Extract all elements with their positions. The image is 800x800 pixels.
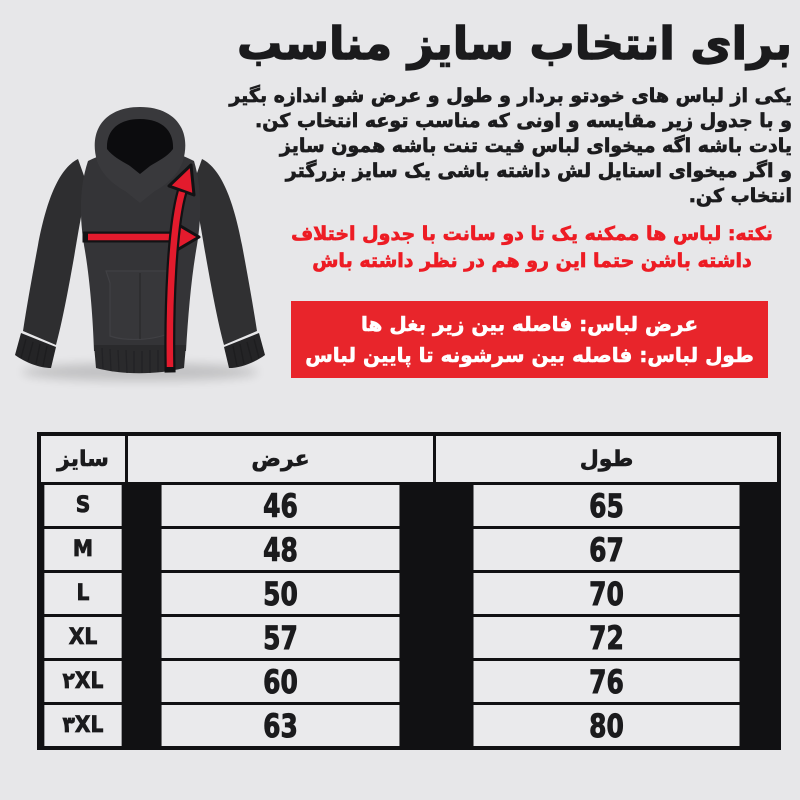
intro-line: یادت باشه اگه میخوای لباس فیت تنت باشه همون سایز xyxy=(279,135,792,157)
size-cell: M xyxy=(44,529,121,570)
hoodie-image xyxy=(0,95,290,405)
width-cell: 50 xyxy=(162,573,400,614)
length-cell: 80 xyxy=(474,705,740,746)
size-cell: L xyxy=(44,573,121,614)
hoodie-pocket xyxy=(106,271,174,339)
width-cell: 57 xyxy=(162,617,400,658)
hoodie-left-sleeve xyxy=(15,159,88,368)
col-header-size: سایز xyxy=(41,436,125,482)
hoodie-illustration xyxy=(0,95,290,405)
length-cell: 76 xyxy=(474,661,740,702)
length-cell: 67 xyxy=(474,529,740,570)
col-header-width: عرض xyxy=(128,436,433,482)
size-table xyxy=(37,432,781,750)
size-cell: XL xyxy=(44,617,121,658)
page-title: برای انتخاب سایز مناسب xyxy=(237,17,792,70)
intro-line: انتخاب کن. xyxy=(688,185,792,207)
intro-line: و اگر میخوای استایل لش داشته باشی یک سایز بزرگتر xyxy=(285,160,792,182)
col-header-length: طول xyxy=(436,436,777,482)
length-cell: 70 xyxy=(474,573,740,614)
width-cell: 48 xyxy=(162,529,400,570)
intro-paragraph xyxy=(229,84,792,209)
definitions-banner xyxy=(291,301,768,378)
note-paragraph xyxy=(272,221,792,275)
size-cell: S xyxy=(44,485,121,526)
hoodie-right-sleeve xyxy=(192,159,265,368)
intro-line: و با جدول زیر مقایسه و اونی که مناسب توعه انتخاب کن. xyxy=(254,110,792,132)
size-cell: ۳XL xyxy=(44,705,121,746)
width-cell: 63 xyxy=(162,705,400,746)
length-cell: 65 xyxy=(474,485,740,526)
note-line: داشته باشن حتما این رو هم در نظر داشته باش xyxy=(312,250,752,272)
width-cell: 46 xyxy=(162,485,400,526)
size-cell: ۲XL xyxy=(44,661,121,702)
note-line: نکته: لباس ها ممکنه یک تا دو سانت با جدول اختلاف xyxy=(291,223,773,245)
width-cell: 60 xyxy=(162,661,400,702)
length-cell: 72 xyxy=(474,617,740,658)
intro-line: یکی از لباس های خودتو بردار و طول و عرض شو اندازه بگیر xyxy=(229,85,792,107)
width-definition: عرض لباس: فاصله بین زیر بغل ها xyxy=(361,311,698,336)
length-definition: طول لباس: فاصله بین سرشونه تا پایین لباس xyxy=(305,342,754,367)
